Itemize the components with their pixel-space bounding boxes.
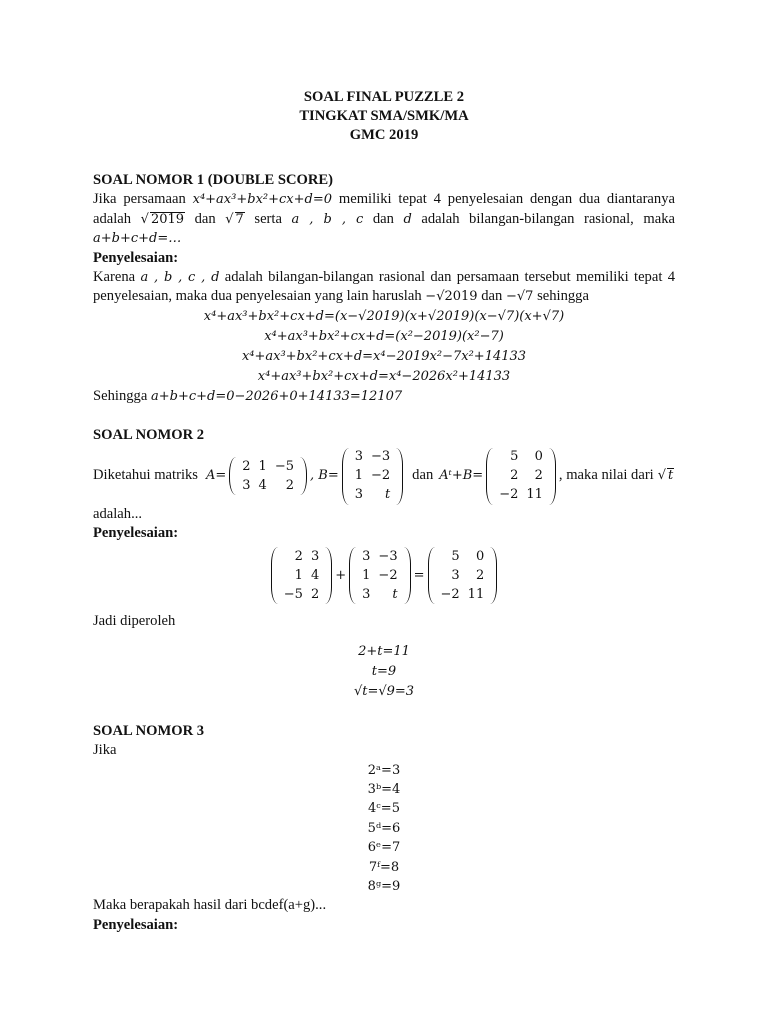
matrix-cell: 3 — [354, 487, 363, 503]
s3-intro: Jika — [93, 742, 117, 759]
s1-q-text-a: Jika persamaan — [93, 191, 186, 208]
matrix-cell: 1 — [258, 458, 267, 474]
matrix-cells — [356, 547, 403, 604]
s3-equation: 3ᵇ=4 — [367, 782, 401, 798]
s1-solution-text — [93, 268, 675, 307]
matrix-cell: 2 — [294, 549, 303, 565]
matrix-cell: 5 — [510, 449, 519, 465]
matrix-cell: 5 — [451, 549, 460, 565]
document-page — [93, 88, 675, 935]
s2-result-2: t=9 — [371, 663, 397, 679]
matrix-cell: −2 — [371, 468, 391, 484]
s2-matrix-equation — [93, 547, 675, 604]
s1-solution-label: Penyelesaian: — [93, 249, 179, 266]
matrix-cell: 2 — [310, 587, 320, 603]
s1-sol-root2: −√7 — [505, 289, 534, 305]
matrix-cell: 2 — [242, 458, 251, 474]
matrix-cells — [278, 547, 325, 604]
s1-concl-text: Sehingga — [93, 387, 148, 404]
s1-equation-3: x⁴+ax³+bx²+cx+d=x⁴−2019x²−7x²+14133 — [241, 348, 527, 364]
matrix-cell: 1 — [362, 568, 371, 584]
s1-q-text-d: serta — [254, 210, 282, 227]
doc-title-line3: GMC 2019 — [349, 127, 419, 143]
matrix-cell: 4 — [258, 477, 267, 493]
matrix-cell: 0 — [534, 449, 543, 465]
s3-equation: 4ᶜ=5 — [368, 801, 400, 817]
s2-q-text-b: dan — [412, 467, 434, 484]
s1-q-text-b: memiliki tepat 4 penyelesaian dengan dua diantaranya adalah — [93, 191, 675, 227]
s3-equation: 2ᵃ=3 — [367, 762, 401, 778]
matrix-cells — [236, 457, 300, 495]
matrix-cell: −5 — [274, 458, 294, 474]
s3-question: Maka berapakah hasil dari bcdef(a+g)... — [93, 897, 327, 914]
s2-q-text-d: adalah... — [93, 505, 143, 522]
s2-matrix-at — [271, 547, 332, 604]
s2-matrix-b2 — [349, 547, 410, 604]
matrix-cell: 1 — [294, 568, 303, 584]
s2-plus-sign: + — [335, 568, 347, 584]
matrix-cell: 3 — [362, 587, 371, 603]
matrix-cell: 1 — [354, 468, 363, 484]
s3-equation: 8ᵍ=9 — [367, 879, 401, 895]
s1-q-root1: 2019 — [150, 211, 185, 227]
s1-q-equation: x⁴+ax³+bx²+cx+d=0 — [192, 192, 332, 208]
matrix-cell: 2 — [510, 468, 519, 484]
matrix-cell: t — [392, 587, 398, 603]
s1-sol-text-d: sehingga — [537, 288, 589, 305]
matrix-cells — [349, 448, 396, 505]
matrix-cell: 11 — [467, 587, 485, 603]
s3-equation: 7ᶠ=8 — [368, 859, 400, 875]
matrix-cell: 11 — [526, 487, 543, 503]
s3-equation-list — [93, 761, 675, 897]
matrix-cells — [435, 547, 491, 604]
s1-q-vars: a , b , c — [291, 211, 364, 227]
s2-question: Diketahui matriks A= 2 1 −5 3 4 2 , B= 3 −3 1 −2 3 t dan Aᵗ+B= 5 0 2 2 −2 11 , maka nilai dari √ t — [93, 448, 675, 505]
s2-matrix-a — [229, 457, 307, 495]
doc-title-line1: SOAL FINAL PUZZLE 2 — [303, 89, 465, 105]
s1-concl-equation: a+b+c+d=0−2026+0+14133=12107 — [150, 388, 403, 404]
s1-sol-vars: a , b , c , d — [140, 270, 220, 286]
doc-title-line2: TINGKAT SMA/SMK/MA — [299, 108, 469, 124]
s2-matrix-a-label: A= — [205, 468, 227, 484]
matrix-cell: 3 — [451, 568, 460, 584]
matrix-cell: 0 — [475, 549, 485, 565]
s2-matrix-c2 — [428, 547, 498, 604]
matrix-cell: −2 — [440, 587, 460, 603]
s1-q-text-e: dan — [372, 210, 394, 227]
s1-equation-4: x⁴+ax³+bx²+cx+d=x⁴−2026x²+14133 — [257, 368, 511, 384]
s3-equation: 5ᵈ=6 — [367, 820, 401, 836]
s1-sol-text-b: adalah bilangan-bilangan rasional dan persamaan tersebut memiliki tepat 4 penyelesaian, maka dua penyelesaian yang lain haruslah — [93, 269, 675, 305]
s2-heading: SOAL NOMOR 2 — [93, 427, 205, 444]
s1-equation-2: x⁴+ax³+bx²+cx+d=(x²−2019)(x²−7) — [264, 328, 504, 344]
s2-matrix-sum-label: Aᵗ+B= — [439, 468, 484, 484]
s2-result-1: 2+t=11 — [358, 643, 410, 659]
s2-solution-label: Penyelesaian: — [93, 525, 179, 542]
s1-q-sum: a+b+c+d=… — [93, 231, 182, 247]
s1-sol-text-a: Karena — [93, 269, 136, 286]
matrix-cell: −2 — [499, 487, 519, 503]
s2-matrix-b — [342, 448, 403, 505]
matrix-cell: −3 — [371, 449, 391, 465]
s1-q-text-c: dan — [194, 210, 216, 227]
s2-result-label: Jadi diperoleh — [93, 613, 176, 630]
s3-solution-label: Penyelesaian: — [93, 916, 179, 933]
s1-conclusion — [93, 387, 675, 406]
matrix-cell: −5 — [283, 587, 303, 603]
s2-q-sqrt: t — [668, 468, 674, 484]
matrix-cell: 3 — [242, 477, 251, 493]
s2-q-text-a: Diketahui matriks — [93, 467, 198, 484]
matrix-cell: 3 — [310, 549, 320, 565]
s1-q-dvar: d — [403, 211, 412, 227]
s3-heading: SOAL NOMOR 3 — [93, 722, 205, 739]
s2-result-3: √t=√9=3 — [353, 683, 415, 699]
s3-equation: 6ᵉ=7 — [367, 840, 401, 856]
matrix-cell: 3 — [362, 549, 371, 565]
s1-sol-text-c: dan — [481, 288, 503, 305]
matrix-cells — [493, 448, 549, 505]
s1-q-text-f: adalah bilangan-bilangan rasional, maka — [421, 210, 675, 227]
s1-q-root2: 7 — [235, 211, 244, 227]
s2-q-text-c: , maka nilai dari — [558, 467, 654, 484]
matrix-cell: 2 — [475, 568, 485, 584]
matrix-cell: t — [384, 487, 391, 503]
s1-heading: SOAL NOMOR 1 (DOUBLE SCORE) — [93, 172, 334, 188]
matrix-cell: 2 — [285, 477, 294, 493]
s2-equals-sign: = — [413, 568, 425, 584]
s2-matrix-c — [486, 448, 556, 505]
s2-matrix-b-label: , B= — [310, 468, 339, 484]
s1-equation-1: x⁴+ax³+bx²+cx+d=(x−√2019)(x+√2019)(x−√7)(x+√7) — [203, 308, 565, 324]
matrix-cell: 4 — [310, 568, 320, 584]
s1-sol-root1: −√2019 — [425, 289, 478, 305]
matrix-cell: −2 — [378, 568, 398, 584]
s1-question: Jika persamaan x⁴+ax³+bx²+cx+d=0 memiliki tepat 4 penyelesaian dengan dua diantaranya adalah √ 2019 dan √ 7 serta a , b , c dan d adalah bilangan-bilangan rasional, maka a+b+c+d=… — [93, 191, 675, 247]
matrix-cell: −3 — [378, 549, 398, 565]
matrix-cell: 2 — [534, 468, 543, 484]
matrix-cell: 3 — [354, 449, 363, 465]
